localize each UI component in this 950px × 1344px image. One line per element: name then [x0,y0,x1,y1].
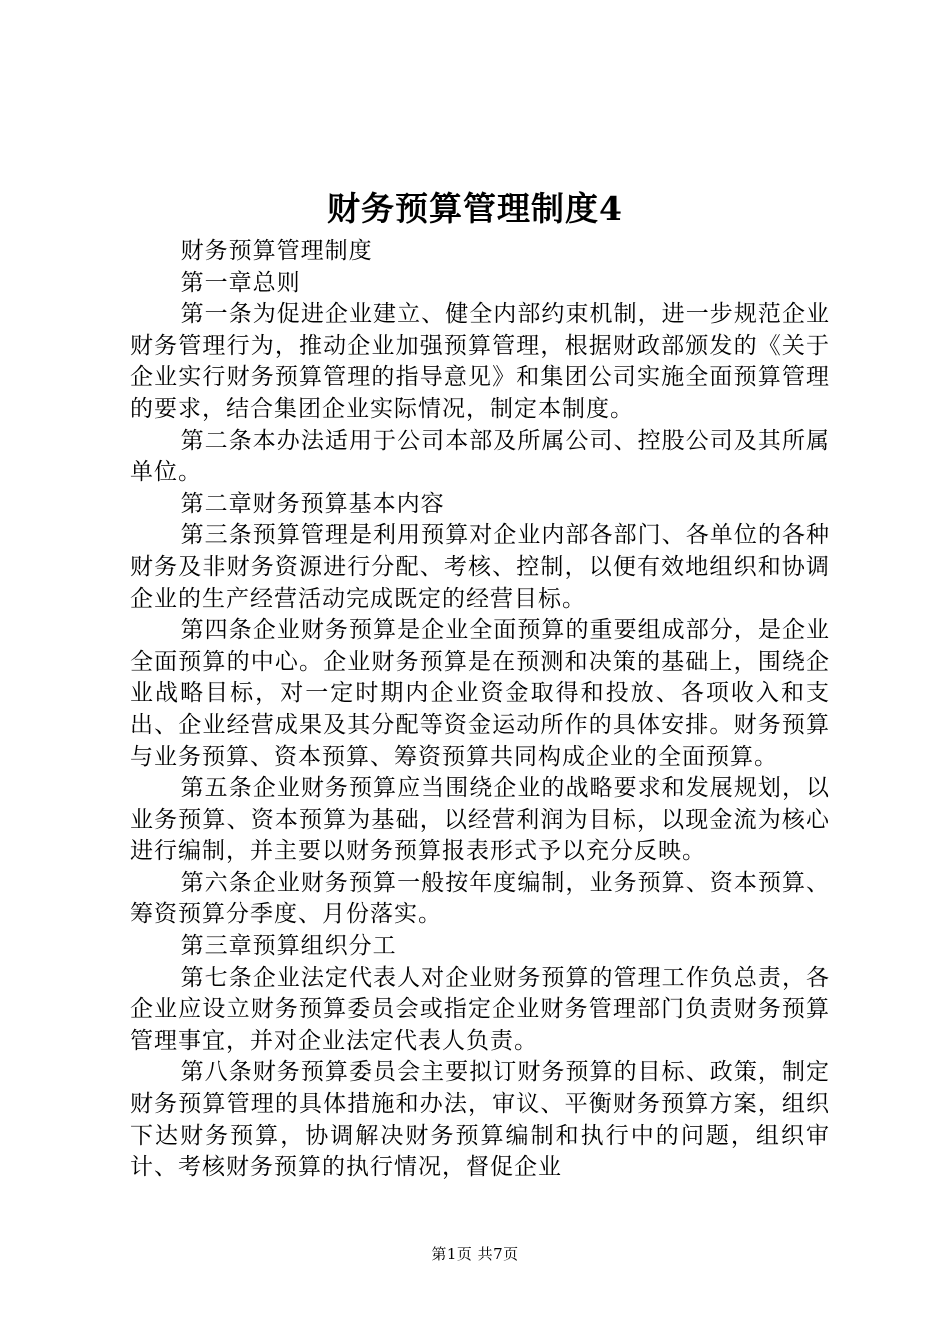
paragraph: 第二条本办法适用于公司本部及所属公司、控股公司及其所属单位。 [130,427,830,486]
chapter-heading: 第二章财务预算基本内容 [180,490,445,517]
chapter-heading: 第三章预算组织分工 [180,933,397,960]
paragraph: 第一条为促进企业建立、健全内部约束机制，进一步规范企业财务管理行为，推动企业加强预算管理，根据财政部颁发的《关于企业实行财务预算管理的指导意见》和集团公司实施全面预算管理的要求，结合集团企业实际情况，制定本制度。 [130,301,830,422]
paragraph: 财务预算管理制度 [180,238,373,264]
paragraph: 第四条企业财务预算是企业全面预算的重要组成部分，是企业全面预算的中心。企业财务预算是在预测和决策的基础上，围绕企业战略目标，对一定时期内企业资金取得和投放、各项收入和支出、企业经营成果及其分配等资金运动所作的具体安排。财务预算与业务预算、资本预算、筹资预算共同构成企业的全面预算。 [130,617,830,770]
chapter-heading: 第一章总则 [180,269,301,296]
paragraph: 第八条财务预算委员会主要拟订财务预算的目标、政策，制定财务预算管理的具体措施和办法，审议、平衡财务预算方案，组织下达财务预算，协调解决财务预算编制和执行中的问题，组织审计、考核财务预算的执行情况，督促企业 [130,1059,830,1181]
document-body [130,236,830,1184]
document-title: 财务预算管理制度4 [327,189,623,228]
paragraph: 第七条企业法定代表人对企业财务预算的管理工作负总责，各企业应设立财务预算委员会或指定企业财务管理部门负责财务预算管理事宜，并对企业法定代表人负责。 [130,964,830,1054]
paragraph: 第五条企业财务预算应当围绕企业的战略要求和发展规划，以业务预算、资本预算为基础，以经营利润为目标，以现金流为核心进行编制，并主要以财务预算报表形式予以充分反映。 [130,775,830,865]
paragraph: 第三条预算管理是利用预算对企业内部各部门、各单位的各种财务及非财务资源进行分配、考核、控制，以便有效地组织和协调企业的生产经营活动完成既定的经营目标。 [130,522,830,612]
page-number: 第1页 共7页 [431,1245,519,1263]
paragraph: 第六条企业财务预算一般按年度编制，业务预算、资本预算、筹资预算分季度、月份落实。 [130,869,830,928]
